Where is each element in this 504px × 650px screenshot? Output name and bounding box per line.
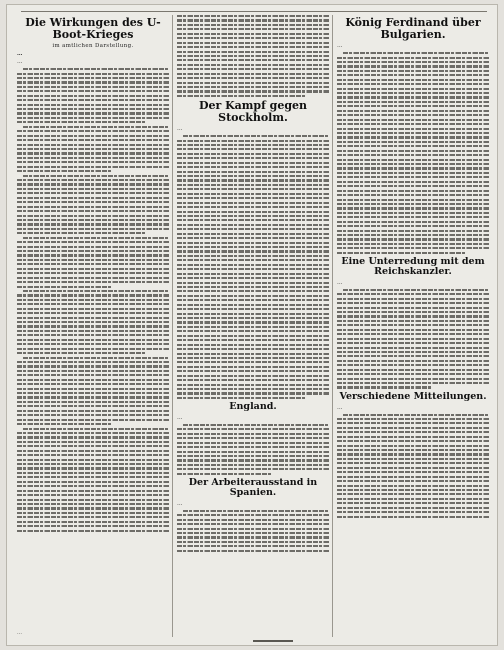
text-block [337,52,489,254]
text-block [337,414,489,518]
article-body: … [177,414,183,421]
article-headline: Der Kampf gegen Stockholm. [198,98,308,124]
article-headline: Eine Unterredung mit dem Reichskanzler. [341,255,485,277]
column-separator [172,15,173,637]
article-headline: Der Arbeiterausstand in Spanien. [188,476,318,498]
print-mark [253,640,293,642]
text-block [17,68,169,532]
article-body: … [337,404,343,411]
top-rule [21,11,487,12]
text-block [337,289,489,389]
article-headline: Die Wirkungen des U-Boot-Krieges [25,16,161,41]
article-body: … [177,126,183,133]
page-footnote: … [17,630,22,636]
article-headline: England. [229,400,277,412]
newspaper-page [6,4,498,646]
text-block [177,15,329,97]
column-separator [332,15,333,637]
text-block [177,135,329,399]
text-block [177,510,329,552]
article-body: … [177,500,183,507]
article-subtitle: im amtlichen Darstellung. [52,43,134,50]
column-1 [17,15,169,637]
article-body: … [337,279,343,286]
article-body: … [17,59,23,66]
article-headline: Verschiedene Mitteilungen. [339,390,487,402]
column-2 [177,15,329,637]
text-block [177,424,329,475]
column-3 [337,15,489,637]
article-headline: König Ferdinand über Bulgarien. [345,16,481,41]
article-body: … [337,43,343,50]
article-dateline: … [17,51,23,58]
